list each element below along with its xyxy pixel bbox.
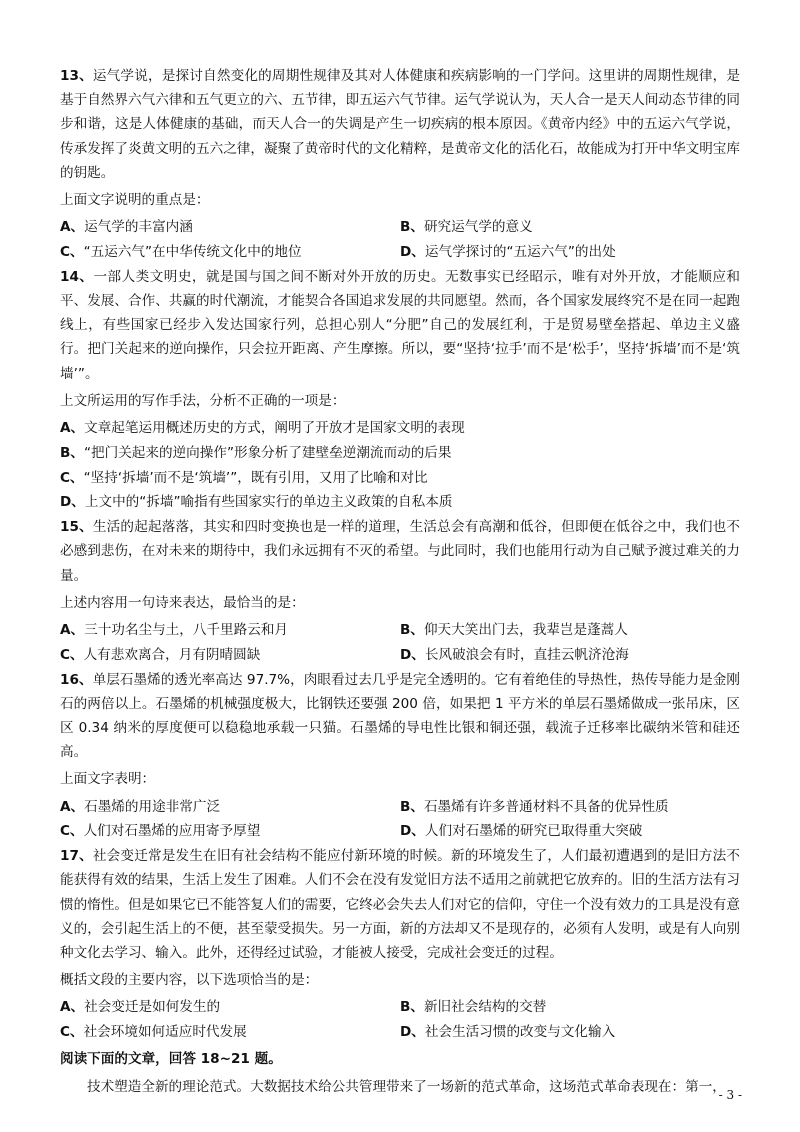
question-passage <box>60 265 740 386</box>
question-passage <box>60 64 740 185</box>
question-number: 14、 <box>60 268 94 285</box>
option-text: 运气学的丰富内涵 <box>84 219 193 236</box>
option-text: “把门关起来的逆向操作”形象分析了建壁垒逆潮流而动的后果 <box>83 444 452 461</box>
question-passage <box>60 668 740 765</box>
question-17 <box>60 844 740 1045</box>
option-a[interactable] <box>60 215 400 240</box>
option-letter: B、 <box>400 219 424 236</box>
option-d[interactable] <box>400 819 740 844</box>
option-text: 研究运气学的意义 <box>423 219 533 236</box>
option-b[interactable] <box>60 441 740 466</box>
passage-text: 社会变迁常是发生在旧有社会结构不能应付新环境的时候。新的环境发生了，人们最初遭遇到的是旧方法不能获得有效的结果，生活上发生了困难。人们不会在没有发觉旧方法不适用之前就把它放弃的。旧的生活方法有习惯的惰性。但是如果它已不能答复人们的需要，它终必会失去人们对它的信仰，守住一个没有效力的工具是没有意义的，会引起生活上的不便，甚至蒙受损失。另一方面，新的方法却又不是现存的，必须有人发明，或是有人向别种文化去学习、输入。此外，还得经过试验，才能被人接受，完成社会变迁的过程。 <box>60 848 740 962</box>
option-text: 人们对石墨烯的研究已取得重大突破 <box>424 823 643 840</box>
option-letter: D、 <box>400 1024 425 1041</box>
option-letter: B、 <box>400 798 424 815</box>
option-d[interactable] <box>60 490 740 515</box>
option-letter: B、 <box>400 999 424 1016</box>
option-c[interactable] <box>60 240 400 265</box>
option-text: 仰天大笑出门去，我辈岂是蓬蒿人 <box>423 622 628 639</box>
option-text: 人有悲欢离合，月有阴晴圆缺 <box>83 646 261 663</box>
passage-text: 一部人类文明史，就是国与国之间不断对外开放的历史。无数事实已经昭示，唯有对外开放，才能顺应和平、发展、合作、共赢的时代潮流，才能契合各国追求发展的共同愿望。然而，各个国家发展终究不是在同一起跑线上，有些国家已经步入发达国家行列，总担心别人“分肥”自己的发展红利，于是贸易壁垒搭起、单边主义盛行。把门关起来的逆向操作，只会拉开距离、产生摩擦。所以，要“坚持‘拉手’而不是‘松手’，坚持‘拆墙’而不是‘筑墙’”。 <box>60 268 741 382</box>
option-b[interactable] <box>400 618 740 643</box>
option-text: 三十功名尘与土，八千里路云和月 <box>84 622 289 639</box>
option-text: 社会环境如何适应时代发展 <box>83 1024 247 1041</box>
option-letter: A、 <box>60 420 85 437</box>
passage-text: 运气学说，是探讨自然变化的周期性规律及其对人体健康和疾病影响的一门学问。这里讲的周期性规律，是基于自然界六气六律和五气更立的六、五节律，即五运六气节律。运气学说认为，天人合一是天人间动态节律的同步和谐，这是人体健康的基础，而天人合一的失调是产生一切疾病的根本原因。《黄帝内经》中的五运六气学说，传承发挥了炎黄文明的五六之律，凝聚了黄帝时代的文化精粹，是黄帝文化的活化石，故能成为打开中华文明宝库的钥匙。 <box>60 68 740 181</box>
question-number: 13、 <box>60 68 93 84</box>
passage-text: 单层石墨烯的透光率高达 97.7%，肉眼看过去几乎是完全透明的。它有着绝佳的导热性，热传导能力是金刚石的两倍以上。石墨烯的机械强度极大，比钢铁还要强 200 倍，如果把 1 平方米的单层石墨烯做成一张吊床，区区 0.34 纳米的厚度便可以稳稳地承载一只猫。石墨烯的导电性比银和铜还强，载流子迁移率比碳纳米管和硅还高。 <box>60 671 740 761</box>
option-text: 人们对石墨烯的应用寄予厚望 <box>83 823 261 840</box>
option-letter: C、 <box>60 1024 84 1041</box>
option-d[interactable] <box>400 643 740 668</box>
question-16 <box>60 668 740 845</box>
options-grid <box>60 795 740 845</box>
option-b[interactable] <box>400 795 740 820</box>
option-c[interactable] <box>60 643 400 668</box>
option-c[interactable] <box>60 819 400 844</box>
option-text: 社会变迁是如何发生的 <box>84 999 221 1016</box>
option-letter: C、 <box>60 646 84 663</box>
option-d[interactable] <box>400 1020 740 1045</box>
option-letter: A、 <box>60 622 85 639</box>
question-14 <box>60 265 740 515</box>
question-number: 17、 <box>60 848 93 865</box>
reading-passage-first-line: 技术塑造全新的理论范式。大数据技术给公共管理带来了一场新的范式革命，这场范式革命表现在：第一， <box>87 1079 726 1096</box>
question-13 <box>60 64 740 265</box>
options-list <box>60 416 740 515</box>
option-c[interactable] <box>60 466 740 491</box>
option-b[interactable] <box>400 995 740 1020</box>
option-text: 运气学探讨的“五运六气”的出处 <box>424 244 616 261</box>
option-letter: D、 <box>60 494 85 511</box>
option-text: 石墨烯有许多普通材料不具备的优异性质 <box>423 798 669 815</box>
option-text: 文章起笔运用概述历史的方式，阐明了开放才是国家文明的表现 <box>84 420 465 437</box>
option-letter: A、 <box>60 798 85 815</box>
option-a[interactable] <box>60 995 400 1020</box>
question-stem: 上面文字说明的重点是： <box>60 192 210 209</box>
option-letter: C、 <box>60 823 84 840</box>
option-letter: A、 <box>60 999 85 1016</box>
option-letter: D、 <box>400 823 425 840</box>
question-stem: 上文所运用的写作手法，分析不正确的一项是： <box>60 392 346 409</box>
option-letter: B、 <box>60 444 84 461</box>
question-passage <box>60 844 740 965</box>
question-15 <box>60 515 740 667</box>
option-text: 石墨烯的用途非常广泛 <box>84 798 221 815</box>
question-stem: 上面文字表明： <box>60 771 156 788</box>
options-grid <box>60 215 740 265</box>
question-number: 15、 <box>60 519 93 536</box>
option-text: 新旧社会结构的交替 <box>423 999 547 1016</box>
option-text: 长风破浪会有时，直挂云帆济沧海 <box>424 646 629 663</box>
option-text: 上文中的“拆墙”喻指有些国家实行的单边主义政策的自私本质 <box>84 494 453 511</box>
option-c[interactable] <box>60 1020 400 1045</box>
option-text: 社会生活习惯的改变与文化输入 <box>424 1024 616 1041</box>
option-a[interactable] <box>60 618 400 643</box>
question-stem: 概括文段的主要内容，以下选项恰当的是： <box>60 972 319 989</box>
options-grid <box>60 995 740 1045</box>
option-a[interactable] <box>60 795 400 820</box>
option-letter: A、 <box>60 219 85 236</box>
page-number: - 3 - <box>718 1088 742 1102</box>
option-letter: D、 <box>400 646 425 663</box>
passage-text: 生活的起起落落，其实和四时变换也是一样的道理，生活总会有高潮和低谷，但即便在低谷之中，我们也不必感到悲伤，在对未来的期待中，我们永远拥有不灭的希望。与此同时，我们也能用行动为自己赋予渡过难关的力量。 <box>60 519 740 584</box>
options-grid <box>60 618 740 668</box>
question-number: 16、 <box>60 671 93 688</box>
option-text: “坚持‘拆墙’而不是‘筑墙’”，既有引用，又用了比喻和对比 <box>83 469 428 486</box>
section-heading: 阅读下面的文章，回答 18~21 题。 <box>60 1051 282 1068</box>
option-letter: C、 <box>60 244 84 261</box>
option-text: “五运六气”在中华传统文化中的地位 <box>83 244 302 261</box>
option-letter: D、 <box>400 244 425 261</box>
question-stem: 上述内容用一句诗来表达，最恰当的是： <box>60 594 305 611</box>
option-a[interactable] <box>60 416 740 441</box>
option-letter: C、 <box>60 469 84 486</box>
option-b[interactable] <box>400 215 740 240</box>
exam-page-body <box>60 64 740 1099</box>
question-passage <box>60 515 740 588</box>
option-letter: B、 <box>400 622 424 639</box>
option-d[interactable] <box>400 240 740 265</box>
